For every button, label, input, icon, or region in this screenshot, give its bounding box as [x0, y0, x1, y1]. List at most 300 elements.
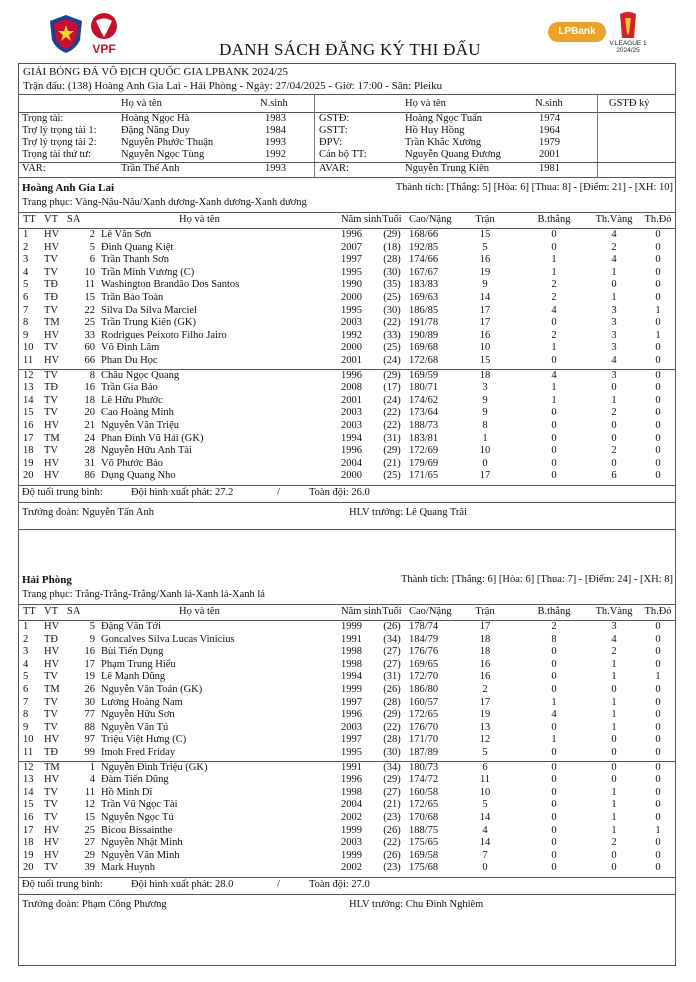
player-row: [19, 317, 675, 330]
player-name: Lê Mạnh Dũng: [101, 671, 166, 683]
player-tt: 15: [23, 799, 34, 811]
player-tv: 3: [611, 342, 617, 354]
official-role: VAR:: [22, 163, 46, 174]
player-bt: 0: [551, 824, 557, 836]
player-vt: HV: [44, 621, 60, 632]
official-role: Trọng tài thứ tư:: [22, 149, 92, 160]
player-tv: 4: [611, 633, 617, 645]
player-hw: 180/71: [409, 382, 439, 394]
player-bt: 0: [551, 646, 557, 658]
average-age-starting: Đội hình xuất phát: 28.0: [131, 879, 234, 890]
player-tv: 2: [611, 445, 617, 457]
player-tt: 6: [23, 292, 29, 303]
official-born: 1993: [265, 163, 286, 174]
player-bt: 1: [551, 696, 557, 708]
player-tv: 1: [611, 266, 617, 278]
player-hw: 169/58: [409, 849, 439, 861]
player-age: (28): [383, 254, 401, 266]
player-vt: TV: [44, 709, 58, 721]
player-ma: 2: [482, 684, 488, 695]
player-ns: 2004: [341, 799, 362, 811]
player-hw: 174/72: [409, 774, 439, 786]
player-ns: 2003: [341, 317, 362, 329]
player-tt: 18: [23, 837, 34, 849]
player-ns: 1994: [341, 432, 362, 444]
player-tv: 3: [611, 317, 617, 329]
player-sa: 15: [84, 292, 95, 303]
column-header-td: Th.Đỏ: [644, 606, 672, 617]
player-row: [19, 382, 675, 395]
player-tt: 19: [23, 849, 34, 861]
player-tt: 19: [23, 457, 34, 469]
player-tt: 7: [23, 304, 29, 316]
column-header-bt: B.thắng: [537, 606, 571, 617]
player-ma: 18: [479, 633, 491, 645]
player-tt: 10: [23, 734, 34, 746]
player-sa: 77: [84, 709, 95, 721]
column-header-tv: Th.Vàng: [595, 214, 633, 225]
player-name: Châu Ngọc Quang: [101, 369, 180, 381]
player-ma: 3: [482, 382, 488, 394]
player-bt: 0: [551, 229, 557, 240]
player-age: (28): [383, 696, 401, 708]
player-td: 0: [655, 382, 661, 394]
player-sa: 99: [84, 747, 95, 758]
player-row: [19, 722, 675, 735]
player-vt: TĐ: [44, 279, 58, 291]
head-coach: HLV trưởng: Lê Quang Trãi: [349, 507, 467, 518]
player-tt: 5: [23, 279, 29, 291]
player-bt: 2: [551, 621, 557, 632]
player-ns: 1999: [341, 621, 362, 632]
player-row: [19, 355, 675, 368]
player-ns: 1997: [341, 254, 362, 266]
player-hw: 180/73: [409, 761, 439, 773]
player-name: Trần Trung Kiên (GK): [101, 317, 196, 329]
player-row: [19, 747, 675, 760]
player-tv: 1: [611, 824, 617, 836]
player-bt: 1: [551, 266, 557, 278]
lpbank-logo: LPBank: [548, 22, 606, 42]
player-ns: 1991: [341, 761, 362, 773]
player-row: [19, 420, 675, 433]
official-role: GSTT:: [319, 125, 348, 136]
player-row: [19, 646, 675, 659]
player-td: 0: [655, 633, 661, 645]
player-name: Trần Minh Vương (C): [101, 266, 195, 278]
column-header-tt: TT: [23, 214, 36, 225]
player-ns: 1999: [341, 824, 362, 836]
player-td: 0: [655, 229, 661, 240]
player-vt: HV: [44, 229, 60, 240]
player-sa: 25: [84, 317, 95, 329]
player-bt: 8: [551, 633, 557, 645]
player-ma: 5: [482, 747, 488, 758]
player-ma: 14: [479, 812, 491, 823]
player-hw: 172/68: [409, 355, 439, 366]
player-hw: 175/65: [409, 837, 439, 849]
column-header-hw: Cao/Nặng: [409, 214, 452, 225]
player-vt: HV: [44, 241, 60, 253]
player-tv: 0: [611, 684, 617, 695]
player-row: [19, 458, 675, 471]
player-vt: TV: [44, 799, 58, 811]
player-vt: TV: [44, 812, 58, 823]
column-header-tt: TT: [23, 606, 36, 617]
player-name: Nguyễn Hữu Sơn: [101, 709, 175, 721]
player-vt: TV: [44, 304, 58, 316]
officials-header-signature: GSTĐ ký: [609, 98, 650, 109]
official-role: Trọng tài:: [22, 113, 64, 124]
player-ns: 1998: [341, 646, 362, 658]
player-ma: 9: [482, 279, 488, 291]
player-age: (30): [383, 304, 401, 316]
player-age: (28): [383, 734, 401, 746]
player-tt: 11: [23, 355, 34, 366]
player-name: Nguyễn Văn Tú: [101, 721, 169, 733]
player-vt: TM: [44, 432, 60, 444]
player-tt: 16: [23, 420, 34, 431]
player-row: [19, 395, 675, 408]
player-sa: 11: [84, 279, 95, 291]
player-sa: 19: [84, 671, 95, 683]
divider: [19, 877, 675, 878]
player-sa: 12: [84, 799, 95, 811]
player-hw: 188/75: [409, 824, 439, 836]
player-hw: 169/65: [409, 658, 439, 670]
player-td: 0: [655, 812, 661, 823]
player-ma: 15: [479, 355, 491, 366]
player-age: (18): [383, 241, 401, 253]
player-ma: 9: [482, 407, 488, 419]
player-row: [19, 684, 675, 697]
player-hw: 172/65: [409, 709, 439, 721]
officials-row: [19, 137, 675, 149]
player-name: Nguyễn Ngọc Tú: [101, 812, 174, 823]
team-section-away: [19, 574, 675, 964]
player-vt: TV: [44, 254, 58, 266]
player-vt: TV: [44, 445, 58, 457]
player-td: 1: [655, 304, 661, 316]
player-vt: TM: [44, 684, 60, 695]
official-name: Nguyễn Quang Đương: [405, 149, 501, 160]
player-sa: 97: [84, 734, 95, 746]
official-born: 1993: [265, 137, 286, 148]
player-hw: 176/70: [409, 721, 439, 733]
player-tt: 10: [23, 342, 34, 354]
player-td: 0: [655, 317, 661, 329]
player-td: 0: [655, 849, 661, 861]
player-ns: 1994: [341, 671, 362, 683]
player-age: (26): [383, 684, 401, 695]
player-bt: 1: [551, 254, 557, 266]
player-row: [19, 305, 675, 318]
player-ma: 16: [479, 329, 491, 341]
player-sa: 29: [84, 849, 95, 861]
divider: [19, 485, 675, 486]
player-ma: 13: [479, 721, 491, 733]
player-td: 0: [655, 684, 661, 695]
player-ns: 2003: [341, 721, 362, 733]
player-tv: 0: [611, 761, 617, 773]
player-age: (21): [383, 799, 401, 811]
head-coach: HLV trưởng: Chu Đình Nghiêm: [349, 899, 484, 910]
player-sa: 16: [84, 382, 95, 394]
player-sa: 39: [84, 862, 95, 874]
player-age: (30): [383, 747, 401, 758]
player-td: 0: [655, 420, 661, 431]
player-td: 0: [655, 266, 661, 278]
average-age-squad: Toàn đội: 26.0: [309, 487, 370, 498]
average-age-starting: Đội hình xuất phát: 27.2: [131, 487, 234, 498]
player-tv: 0: [611, 747, 617, 758]
player-name: Trần Bảo Toàn: [101, 292, 164, 303]
player-table-header: [19, 214, 675, 227]
column-header-tv: Th.Vàng: [595, 606, 633, 617]
player-tv: 2: [611, 407, 617, 419]
player-hw: 171/65: [409, 470, 439, 482]
player-ma: 17: [479, 621, 491, 632]
column-header-vt: VT: [44, 606, 58, 617]
column-header-vt: VT: [44, 214, 58, 225]
player-ma: 16: [479, 658, 491, 670]
player-age: (31): [383, 671, 401, 683]
player-age: (24): [383, 394, 401, 406]
player-vt: HV: [44, 658, 60, 670]
player-ma: 1: [482, 432, 488, 444]
official-name: Trần Thế Anh: [121, 163, 180, 174]
player-bt: 0: [551, 837, 557, 849]
player-ma: 5: [482, 241, 488, 253]
player-vt: TĐ: [44, 292, 58, 303]
column-header-name: Họ và tên: [179, 606, 220, 617]
player-tt: 2: [23, 633, 29, 645]
player-sa: 8: [89, 369, 95, 381]
player-age: (26): [383, 621, 401, 632]
player-vt: TV: [44, 721, 58, 733]
player-name: Phan Du Học: [101, 355, 158, 366]
team-record: Thành tích: [Thắng: 5] [Hòa: 6] [Thua: 8] - [Điểm: 21] - [XH: 10]: [395, 182, 673, 193]
player-tv: 4: [611, 355, 617, 366]
player-ma: 6: [482, 761, 488, 773]
player-bt: 2: [551, 292, 557, 303]
player-row: [19, 242, 675, 255]
player-ma: 11: [479, 774, 491, 786]
team-kit: Trang phục: Vàng-Nâu-Nâu/Xanh dương-Xanh dương-Xanh dương: [22, 197, 307, 208]
player-name: Imoh Fred Friday: [101, 747, 176, 758]
player-bt: 0: [551, 774, 557, 786]
player-name: Nguyễn Văn Minh: [101, 849, 180, 861]
official-name: Hồ Huy Hồng: [405, 125, 465, 136]
player-sa: 21: [84, 420, 95, 431]
player-ns: 2000: [341, 342, 362, 354]
player-tt: 4: [23, 266, 29, 278]
player-tt: 14: [23, 394, 34, 406]
player-ns: 1995: [341, 266, 362, 278]
player-vt: HV: [44, 646, 60, 658]
player-ma: 18: [479, 369, 491, 381]
player-td: 0: [655, 799, 661, 811]
player-tv: 6: [611, 470, 617, 482]
player-row: [19, 229, 675, 242]
player-bt: 0: [551, 862, 557, 874]
player-age: (25): [383, 470, 401, 482]
player-sa: 5: [89, 621, 95, 632]
player-hw: 192/85: [409, 241, 439, 253]
player-name: Võ Phước Bảo: [101, 457, 163, 469]
player-name: Đàm Tiến Dũng: [101, 774, 169, 786]
player-tv: 0: [611, 420, 617, 431]
divider: [19, 894, 675, 895]
official-role: ĐPV:: [319, 137, 343, 148]
player-tt: 17: [23, 432, 34, 444]
player-row: [19, 799, 675, 812]
player-tv: 2: [611, 646, 617, 658]
official-role: GSTĐ:: [319, 113, 350, 124]
player-vt: HV: [44, 420, 60, 431]
player-hw: 188/73: [409, 420, 439, 431]
player-bt: 2: [551, 279, 557, 291]
player-sa: 28: [84, 445, 95, 457]
official-name: Hoàng Ngọc Hà: [121, 113, 190, 124]
player-age: (27): [383, 646, 401, 658]
player-row: [19, 445, 675, 458]
official-born: 1979: [539, 137, 560, 148]
player-ns: 1999: [341, 849, 362, 861]
vleague-emblem-icon: [606, 10, 650, 40]
player-td: 0: [655, 394, 661, 406]
player-ma: 10: [479, 342, 491, 354]
player-sa: 33: [84, 329, 95, 341]
vff-logo-icon: [48, 14, 84, 54]
player-tv: 1: [611, 658, 617, 670]
average-age-label: Độ tuổi trung bình:: [22, 487, 103, 498]
player-vt: TĐ: [44, 382, 58, 394]
player-bt: 0: [551, 799, 557, 811]
player-tt: 17: [23, 824, 34, 836]
officials-header-born-2: N.sinh: [535, 98, 563, 109]
official-born: 1992: [265, 149, 286, 160]
player-age: (27): [383, 786, 401, 798]
player-tt: 9: [23, 329, 29, 341]
player-tv: 1: [611, 696, 617, 708]
player-td: 1: [655, 329, 661, 341]
column-header-bt: B.thắng: [537, 214, 571, 225]
player-row: [19, 697, 675, 710]
player-bt: 0: [551, 786, 557, 798]
official-born: 1984: [265, 125, 286, 136]
player-name: Đặng Văn Tới: [101, 621, 161, 632]
player-hw: 168/66: [409, 229, 439, 240]
player-tv: 4: [611, 229, 617, 240]
player-td: 0: [655, 621, 661, 632]
player-age: (24): [383, 355, 401, 366]
player-vt: TV: [44, 266, 58, 278]
player-td: 0: [655, 292, 661, 303]
player-hw: 160/57: [409, 696, 439, 708]
player-row: [19, 621, 675, 634]
average-age-separator: /: [277, 487, 280, 498]
player-ns: 2007: [341, 241, 362, 253]
player-td: 0: [655, 369, 661, 381]
player-bt: 4: [551, 304, 557, 316]
official-name: Hoàng Ngọc Tuấn: [405, 113, 483, 124]
average-age-row: [19, 879, 675, 892]
player-tv: 4: [611, 254, 617, 266]
player-tt: 12: [23, 761, 34, 773]
player-tv: 3: [611, 369, 617, 381]
player-tt: 1: [23, 621, 29, 632]
player-vt: TM: [44, 317, 60, 329]
player-row: [19, 709, 675, 722]
player-name: Bicou Bissainthe: [101, 824, 173, 836]
player-hw: 160/58: [409, 786, 439, 798]
player-name: Trần Vũ Ngọc Tài: [101, 799, 178, 811]
official-name: Nguyễn Phước Thuận: [121, 137, 214, 148]
player-vt: TV: [44, 394, 58, 406]
column-header-ma: Trận: [475, 214, 495, 225]
player-sa: 60: [84, 342, 95, 354]
player-tt: 3: [23, 254, 29, 266]
player-tv: 0: [611, 382, 617, 394]
column-header-age: Tuổi: [382, 606, 402, 617]
player-td: 0: [655, 241, 661, 253]
player-row: [19, 634, 675, 647]
player-tv: 1: [611, 799, 617, 811]
divider: [19, 604, 675, 605]
player-ma: 16: [479, 671, 491, 683]
player-vt: TĐ: [44, 747, 58, 758]
player-name: Lê Văn Sơn: [101, 229, 152, 240]
player-hw: 170/68: [409, 812, 439, 823]
player-row: [19, 470, 675, 483]
player-row: [19, 671, 675, 684]
player-ma: 17: [479, 304, 491, 316]
vpf-logo: [88, 12, 120, 56]
player-tv: 0: [611, 862, 617, 874]
player-age: (23): [383, 812, 401, 823]
player-row: [19, 774, 675, 787]
player-hw: 184/79: [409, 633, 439, 645]
player-age: (26): [383, 824, 401, 836]
player-vt: TM: [44, 761, 60, 773]
player-ma: 4: [482, 824, 488, 836]
player-row: [19, 330, 675, 343]
player-sa: 24: [84, 432, 95, 444]
player-row: [19, 734, 675, 747]
player-hw: 169/68: [409, 342, 439, 354]
player-vt: TV: [44, 786, 58, 798]
player-ma: 0: [482, 457, 488, 469]
player-row: [19, 433, 675, 446]
player-tv: 1: [611, 671, 617, 683]
player-ns: 2003: [341, 407, 362, 419]
player-name: Nguyễn Đình Triệu (GK): [101, 761, 208, 773]
player-bt: 0: [551, 747, 557, 758]
player-td: 0: [655, 279, 661, 291]
player-tv: 0: [611, 432, 617, 444]
player-bt: 0: [551, 432, 557, 444]
player-bt: 0: [551, 470, 557, 482]
player-bt: 0: [551, 241, 557, 253]
player-tt: 2: [23, 241, 29, 253]
player-age: (29): [383, 774, 401, 786]
column-header-ns: Năm sinh: [341, 214, 382, 225]
player-vt: HV: [44, 355, 60, 366]
player-name: Đinh Quang Kiệt: [101, 241, 174, 253]
player-name: Rodrigues Peixoto Filho Jairo: [101, 329, 227, 341]
player-age: (29): [383, 229, 401, 240]
